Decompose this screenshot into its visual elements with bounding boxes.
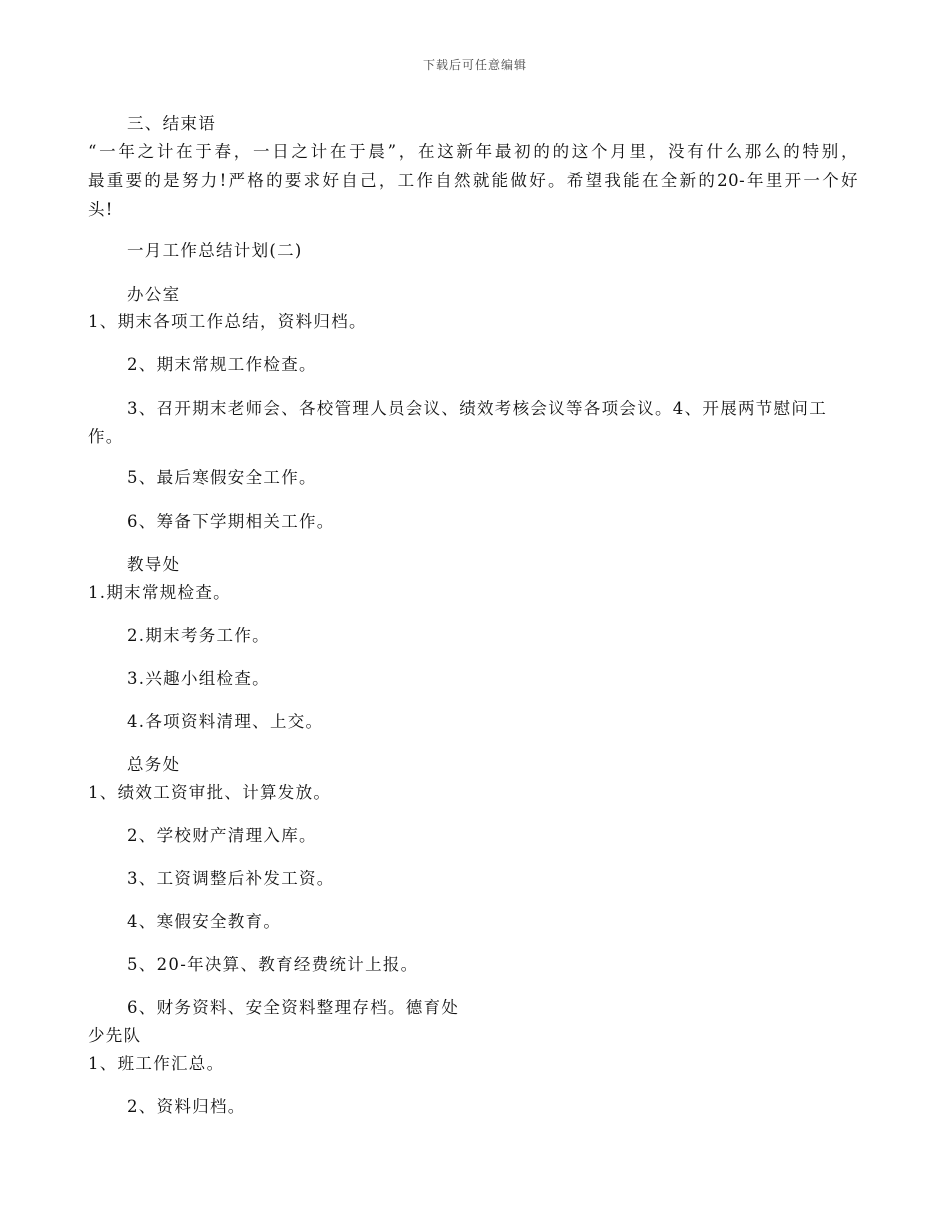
- section-heading-office: 办公室: [127, 285, 181, 304]
- list-item: 2、期末常规工作检查。: [127, 355, 317, 374]
- section-heading-general-affairs: 总务处: [127, 755, 181, 774]
- paragraph-line: 头!: [88, 200, 114, 219]
- list-item: 1、期末各项工作总结，资料归档。: [88, 312, 367, 331]
- list-item: 1.期末常规检查。: [88, 583, 231, 602]
- section-heading-young-pioneers: 少先队: [88, 1026, 142, 1045]
- list-item: 2.期末考务工作。: [127, 626, 270, 645]
- list-item: 1、绩效工资审批、计算发放。: [88, 783, 332, 802]
- list-item: 5、20-年决算、教育经费统计上报。: [127, 955, 419, 974]
- list-item: 3、工资调整后补发工资。: [127, 869, 335, 888]
- list-item: 3、召开期末老师会、各校管理人员会议、绩效考核会议等各项会议。4、开展两节慰问工: [127, 399, 827, 418]
- list-item: 2、资料归档。: [127, 1097, 246, 1116]
- list-item: 4.各项资料清理、上交。: [127, 712, 324, 731]
- list-item: 5、最后寒假安全工作。: [127, 468, 317, 487]
- list-item: 6、财务资料、安全资料整理存档。德育处: [127, 998, 460, 1017]
- paragraph-line: 最重要的是努力!严格的要求好自己，工作自然就能做好。希望我能在全新的20-年里开一个好: [88, 171, 858, 190]
- page-header: 下载后可任意编辑: [422, 58, 527, 72]
- list-item: 2、学校财产清理入库。: [127, 826, 317, 845]
- list-item: 1、班工作汇总。: [88, 1054, 225, 1073]
- section-heading-closing: 三、结束语: [127, 114, 216, 133]
- list-item: 4、寒假安全教育。: [127, 912, 282, 931]
- list-item: 6、筹备下学期相关工作。: [127, 512, 335, 531]
- paragraph-line: “一年之计在于春，一日之计在于晨”，在这新年最初的的这个月里，没有什么那么的特别，: [88, 142, 858, 161]
- list-item: 3.兴趣小组检查。: [127, 669, 270, 688]
- document-title: 一月工作总结计划(二): [127, 241, 303, 260]
- section-heading-academic: 教导处: [127, 555, 181, 574]
- list-item-continuation: 作。: [88, 427, 124, 446]
